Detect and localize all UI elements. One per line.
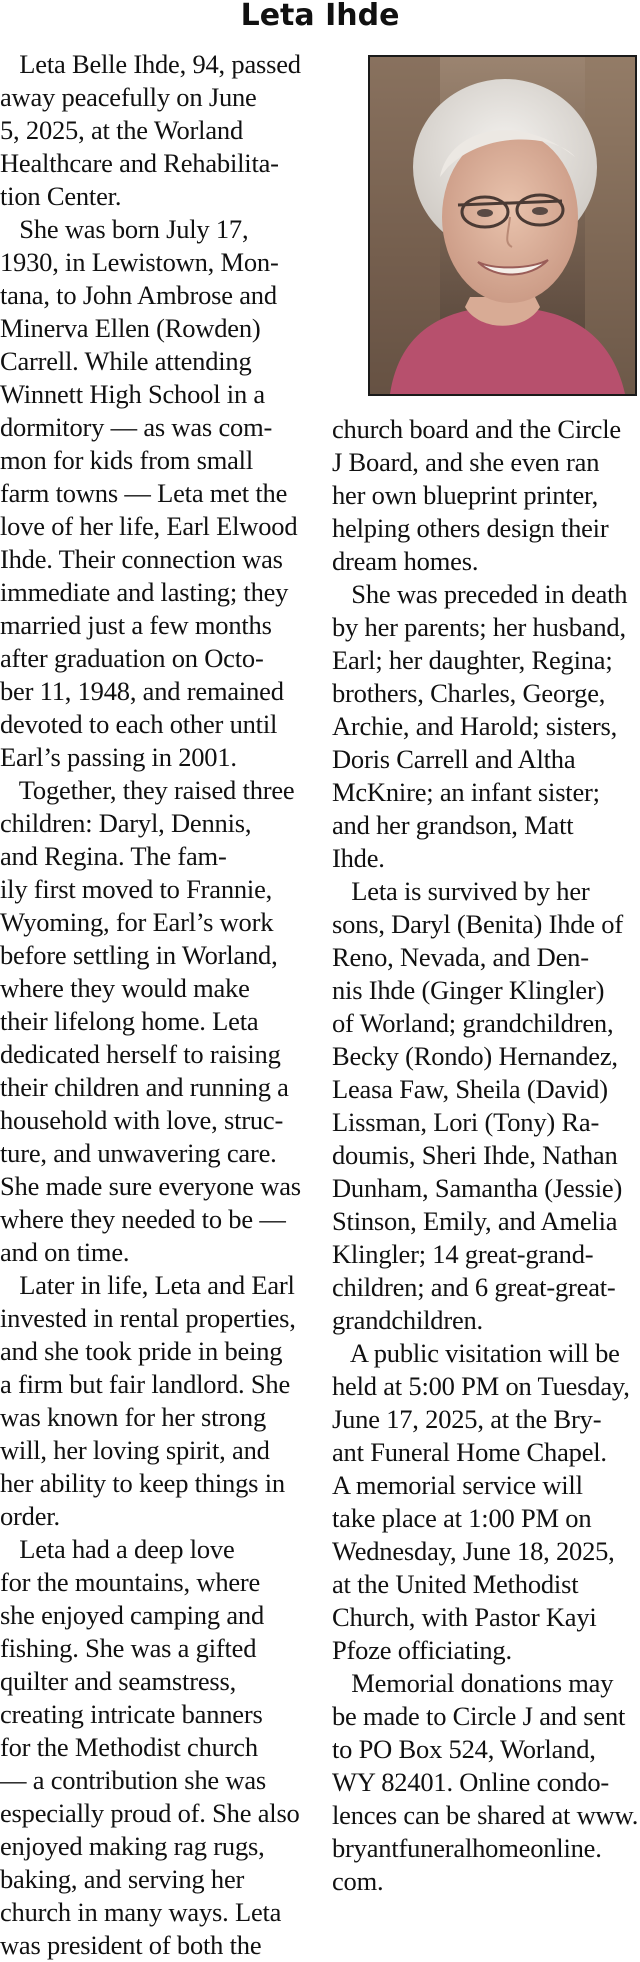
- text-line: she enjoyed camping and: [0, 1600, 264, 1630]
- text-line: and Regina. The fam-: [0, 841, 227, 871]
- text-line: be made to Circle J and sent: [332, 1701, 626, 1731]
- right-text-column: [332, 413, 640, 1898]
- text-line: held at 5:00 PM on Tuesday,: [332, 1371, 630, 1401]
- text-line: baking, and serving her: [0, 1864, 245, 1894]
- text-line: She made sure everyone was: [0, 1171, 301, 1201]
- text-line: ture, and unwavering care.: [0, 1138, 277, 1168]
- text-line: She was born July 17,: [0, 214, 249, 244]
- text-line: church board and the Circle: [332, 414, 621, 444]
- text-line: A memorial service will: [332, 1470, 583, 1500]
- text-line: Leta had a deep love: [0, 1534, 235, 1564]
- text-line: She was preceded in death: [332, 579, 628, 609]
- text-line: Wyoming, for Earl’s work: [0, 907, 274, 937]
- text-line: a firm but fair landlord. She: [0, 1369, 291, 1399]
- text-line: June 17, 2025, at the Bry-: [332, 1404, 602, 1434]
- text-line: invested in rental properties,: [0, 1303, 296, 1333]
- text-line: Lissman, Lori (Tony) Ra-: [332, 1107, 600, 1137]
- text-line: Church, with Pastor Kayi: [332, 1602, 597, 1632]
- text-line: before settling in Worland,: [0, 940, 278, 970]
- text-line: Klingler; 14 great-grand-: [332, 1239, 594, 1269]
- text-line: — a contribution she was: [0, 1765, 267, 1795]
- text-line: to PO Box 524, Worland,: [332, 1734, 596, 1764]
- text-line: sons, Daryl (Benita) Ihde of: [332, 909, 623, 939]
- text-line: married just a few months: [0, 610, 272, 640]
- text-line: creating intricate banners: [0, 1699, 263, 1729]
- text-line: enjoyed making rag rugs,: [0, 1831, 265, 1861]
- text-line: for the Methodist church: [0, 1732, 258, 1762]
- text-line: Leta Belle Ihde, 94, passed: [0, 49, 301, 79]
- text-line: order.: [0, 1501, 60, 1531]
- text-line: will, her loving spirit, and: [0, 1435, 270, 1465]
- text-line: Reno, Nevada, and Den-: [332, 942, 589, 972]
- text-line: nis Ihde (Ginger Klingler): [332, 975, 605, 1005]
- text-line: their lifelong home. Leta: [0, 1006, 259, 1036]
- text-line: helping others design their: [332, 513, 609, 543]
- text-line: ily first moved to Frannie,: [0, 874, 273, 904]
- left-text-column: [0, 48, 312, 1962]
- text-line: McKnire; an infant sister;: [332, 777, 600, 807]
- text-line: tana, to John Ambrose and: [0, 280, 277, 310]
- text-line: Together, they raised three: [0, 775, 295, 805]
- text-line: where they would make: [0, 973, 250, 1003]
- text-line: com.: [332, 1866, 384, 1896]
- text-line: dream homes.: [332, 546, 479, 576]
- text-line: doumis, Sheri Ihde, Nathan: [332, 1140, 618, 1170]
- text-line: Winnett High School in a: [0, 379, 265, 409]
- text-line: Healthcare and Rehabilita-: [0, 148, 279, 178]
- obituary-headline: Leta Ihde: [240, 0, 400, 33]
- text-line: Becky (Rondo) Hernandez,: [332, 1041, 618, 1071]
- text-line: 1930, in Lewistown, Mon-: [0, 247, 279, 277]
- text-line: Memorial donations may: [332, 1668, 614, 1698]
- text-line: Doris Carrell and Altha: [332, 744, 576, 774]
- text-line: ant Funeral Home Chapel.: [332, 1437, 607, 1467]
- text-line: Ihde. Their connection was: [0, 544, 283, 574]
- text-line: Pfoze officiating.: [332, 1635, 512, 1665]
- text-line: grandchildren.: [332, 1305, 483, 1335]
- text-line: Stinson, Emily, and Amelia: [332, 1206, 618, 1236]
- text-line: her ability to keep things in: [0, 1468, 285, 1498]
- text-line: after graduation on Octo-: [0, 643, 264, 673]
- text-line: children: Daryl, Dennis,: [0, 808, 252, 838]
- text-line: J Board, and she even ran: [332, 447, 600, 477]
- text-line: quilter and seamstress,: [0, 1666, 237, 1696]
- text-line: take place at 1:00 PM on: [332, 1503, 592, 1533]
- text-line: Earl; her daughter, Regina;: [332, 645, 613, 675]
- text-line: WY 82401. Online condo-: [332, 1767, 610, 1797]
- text-line: especially proud of. She also: [0, 1798, 300, 1828]
- text-line: by her parents; her husband,: [332, 612, 626, 642]
- text-line: bryantfuneralhomeonline.: [332, 1833, 602, 1863]
- text-line: at the United Methodist: [332, 1569, 579, 1599]
- text-line: love of her life, Earl Elwood: [0, 511, 298, 541]
- text-line: her own blueprint printer,: [332, 480, 599, 510]
- text-line: Later in life, Leta and Earl: [0, 1270, 295, 1300]
- text-line: dormitory — as was com-: [0, 412, 273, 442]
- text-line: church in many ways. Leta: [0, 1897, 282, 1927]
- text-line: dedicated herself to raising: [0, 1039, 281, 1069]
- text-line: was known for her strong: [0, 1402, 267, 1432]
- text-line: away peacefully on June: [0, 82, 257, 112]
- text-line: Earl’s passing in 2001.: [0, 742, 237, 772]
- text-line: mon for kids from small: [0, 445, 254, 475]
- text-line: was president of both the: [0, 1930, 262, 1960]
- text-line: Dunham, Samantha (Jessie): [332, 1173, 623, 1203]
- text-line: children; and 6 great-great-: [332, 1272, 616, 1302]
- text-line: and her grandson, Matt: [332, 810, 574, 840]
- text-line: Leta is survived by her: [332, 876, 590, 906]
- text-line: ber 11, 1948, and remained: [0, 676, 284, 706]
- text-line: where they needed to be —: [0, 1204, 286, 1234]
- text-line: devoted to each other until: [0, 709, 278, 739]
- text-line: Wednesday, June 18, 2025,: [332, 1536, 615, 1566]
- text-line: their children and running a: [0, 1072, 289, 1102]
- text-line: of Worland; grandchildren,: [332, 1008, 614, 1038]
- text-line: Ihde.: [332, 843, 385, 873]
- text-line: Carrell. While attending: [0, 346, 252, 376]
- text-line: and on time.: [0, 1237, 130, 1267]
- text-line: and she took pride in being: [0, 1336, 283, 1366]
- text-line: immediate and lasting; they: [0, 577, 289, 607]
- portrait-photo: [368, 55, 637, 396]
- text-line: 5, 2025, at the Worland: [0, 115, 244, 145]
- portrait-illustration: [370, 57, 635, 394]
- text-line: fishing. She was a gifted: [0, 1633, 257, 1663]
- text-line: brothers, Charles, George,: [332, 678, 606, 708]
- text-line: tion Center.: [0, 181, 122, 211]
- text-line: household with love, struc-: [0, 1105, 284, 1135]
- text-line: Minerva Ellen (Rowden): [0, 313, 261, 343]
- text-line: farm towns — Leta met the: [0, 478, 288, 508]
- text-line: for the mountains, where: [0, 1567, 261, 1597]
- text-line: Archie, and Harold; sisters,: [332, 711, 618, 741]
- text-line: A public visitation will be: [332, 1338, 620, 1368]
- text-line: lences can be shared at www.: [332, 1800, 639, 1830]
- text-line: Leasa Faw, Sheila (David): [332, 1074, 608, 1104]
